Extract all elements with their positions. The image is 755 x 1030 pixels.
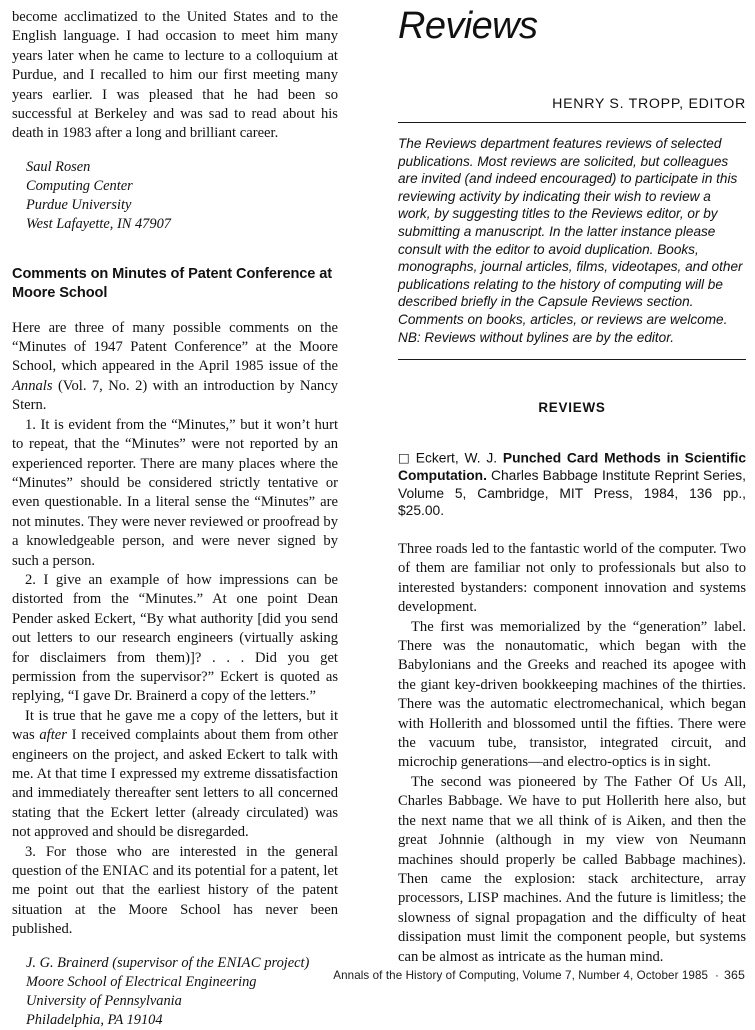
signature-school: Moore School of Electrical Engineering — [26, 973, 257, 990]
review-paragraph-1: Three roads led to the fantastic world of the computer. Two of them are familiar not only to professionals but also to interested bystanders: component innovation and systems development. — [398, 541, 746, 616]
footer-journal-line: Annals of the History of Computing, Volume 7, Number 4, October 1985 — [333, 969, 709, 982]
signature-block-rosen — [26, 158, 338, 235]
paragraph-point-2: 2. I give an example of how impressions can be distorted from the “Minutes.” At one point Dean Pender asked Eckert, “By what authority [did you send out letters to our research engineers (virtually asking for disclaimers from them)]? . . . Did you get permission from the supervisor?” Eckert is quoted as replying, “I gave Dr. Brainerd a copy of the letters.” — [12, 571, 338, 705]
citation-title: Punched Card Methods in Scientific Computation. — [398, 450, 746, 484]
section-heading: Comments on Minutes of Patent Conference at Moore School — [12, 265, 333, 301]
after-italic: after — [39, 727, 67, 744]
right-column — [398, 6, 746, 967]
signature-city: Philadelphia, PA 19104 — [26, 1012, 163, 1029]
square-bullet-icon: □ — [398, 450, 412, 466]
signature-name-role — [26, 954, 338, 973]
paragraph-point-3: 3. For those who are interested in the general question of the ENIAC and its potential for a patent, let me point out that the earliest history of the patent situation at the Moore School has never been published. — [12, 843, 338, 938]
department-blurb: The Reviews department features reviews of selected publications. Most reviews are solicited, but colleagues are invited (and indeed encouraged) to participate in this reviewing activity by indicating their wish to review a work, by suggesting titles to the Reviews editor, or by submitting a manuscript. In the latter instance please consult with the editor to avoid duplication. Books, monographs, journal articles, films, videotapes, and other publications relating to the history of computing will be described briefly in the Capsule Reviews section. Comments on books, articles, or reviews are welcome. NB: Reviews without bylines are by the editor. — [398, 136, 743, 345]
citation-publication: Charles Babbage Institute Reprint Series, Volume 5, Cambridge, MIT Press, 1984, 136 pp., $25.00. — [398, 468, 746, 519]
paragraph-point-1: 1. It is evident from the “Minutes,” but it won’t hurt to repeat, that the “Minutes” were not reported by an experienced reporter. There are many places where the “Minutes” should be considered strictly tentative or even questionable. In a literal sense the “Minutes” are not minutes. They were never reviewed or proofread by a knowledgeable person, and were never signed by such a person. — [12, 416, 338, 569]
footer-separator: · — [715, 969, 720, 982]
page-footer — [333, 968, 745, 982]
signature-institution: Purdue University — [26, 197, 132, 214]
eniac-smallcaps: ENIAC — [102, 863, 149, 880]
reviews-section-label: REVIEWS — [538, 400, 606, 416]
footer-page-number: 365 — [724, 968, 745, 982]
signature-name-prefix: J. G. Brainerd (supervisor of the — [26, 954, 218, 971]
signature-university: University of Pennsylvania — [26, 993, 182, 1010]
signature-block-brainerd — [26, 954, 338, 1030]
review-paragraph-2: The first was memorialized by the “generation” label. There was the nonautomatic, which began with the Babylonians and the Greeks and reached its apogee with the giant key-driven bookkeeping machines of the thirties. There was the automatic electromechanical, which began with Hollerith and blossomed until the fifties. There were the vacuum tube, transistor, integrated circuit, and microchip generations—and electro-optics is in sight. — [398, 618, 746, 771]
signature-address: West Lafayette, IN 47907 — [26, 216, 171, 233]
continued-paragraph: become acclimatized to the United States and to the English language. I had occasion to meet him many years later when he came to lecture to a colloquium at Purdue, and I recalled to him our first meeting many years earlier. I was pleased that he had been so successful at Berkeley and was sad to read about his death in 1983 after a long and brilliant career. — [12, 9, 338, 142]
citation-author: Eckert, W. J. — [415, 450, 498, 466]
department-editor: HENRY S. TROPP, EDITOR — [552, 96, 746, 112]
header-divider — [398, 122, 746, 123]
lisp-smallcaps: LISP — [467, 890, 499, 907]
paragraph-intro: Here are three of many possible comments on the “Minutes of 1947 Patent Conference” at the Moore School, which appeared in the April 1985 issue of the Annals (Vol. 7, No. 2) with an introduction by Nancy Stern. — [12, 319, 338, 414]
signature-name-suffix: project) — [260, 954, 310, 971]
paragraph-rebuttal: It is true that he gave me a copy of the letters, but it was after I received complaints about them from other engineers on the project, and asked Eckert to talk with me. At that time I expressed my extreme dissatisfaction and immediately thereafter sent letters to all concerned stating that the Eckert letter (already circulated) was not approved and should be disregarded. — [12, 707, 338, 841]
review-body — [398, 540, 746, 967]
left-column — [12, 8, 338, 1030]
annals-italic: Annals — [12, 377, 53, 394]
signature-name: Saul Rosen — [26, 158, 91, 175]
blurb-divider — [398, 359, 746, 360]
eniac-smallcaps-signature: ENIAC — [217, 954, 261, 971]
book-citation — [398, 449, 746, 520]
review-paragraph-3: The second was pioneered by The Father Of Us All, Charles Babbage. We have to put Hollerith here also, but the next name that we all think of is Aiken, and then the great Johnnie (although in my view von Neumann machines should properly be called Babbage machines). Then came the explosion: stack architecture, array processors, LISP machines. And the future is limitless; the slowness of signal propagation and the difficulty of heat dissipation must limit the component people, but systems can be almost as intricate as the human mind. — [398, 773, 746, 965]
signature-affiliation: Computing Center — [26, 178, 133, 195]
department-title: Reviews — [398, 5, 538, 47]
